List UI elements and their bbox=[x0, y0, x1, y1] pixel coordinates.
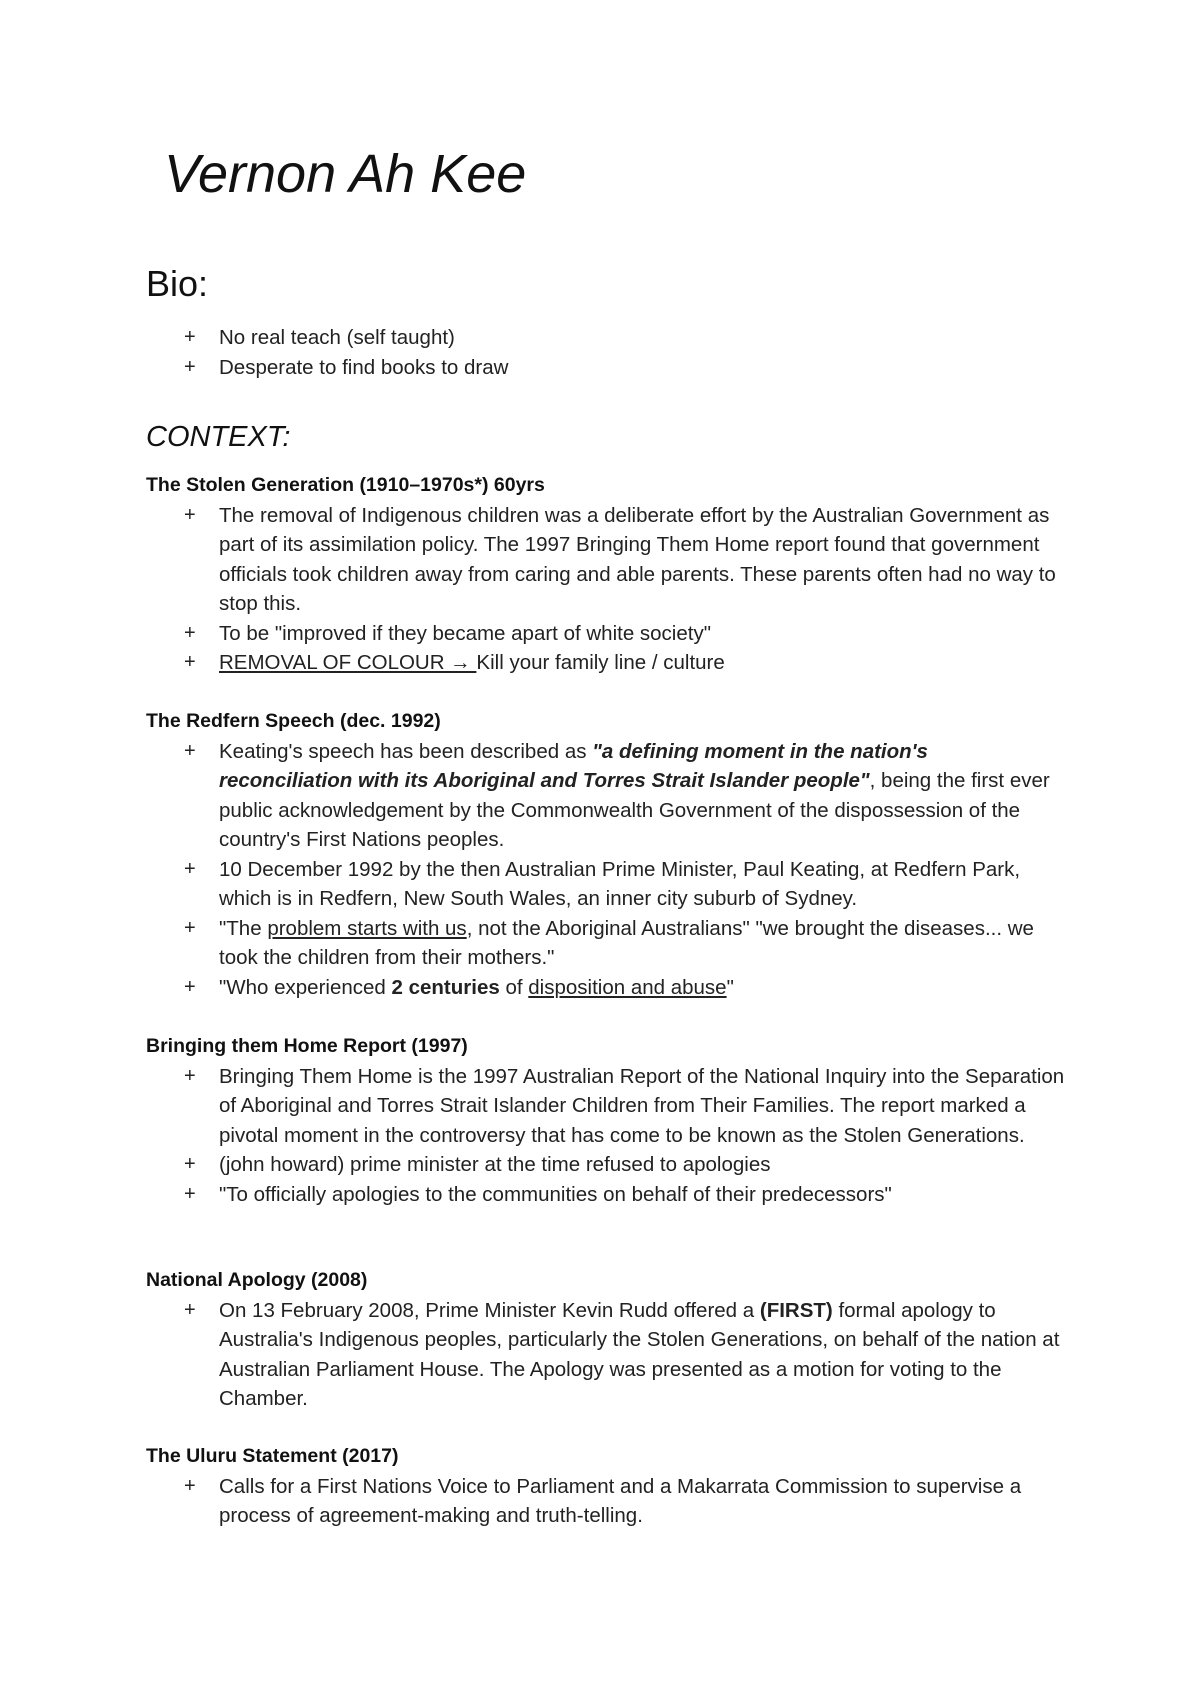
bullet-list bbox=[146, 501, 1066, 678]
bullet-list bbox=[146, 737, 1066, 1003]
page-title: Vernon Ah Kee bbox=[164, 144, 527, 204]
list-item: + The removal of Indigenous children was a deliberate effort by the Australian Government as part of its assimilation policy. The 1997 Bringing Them Home report found that government officials took children away from caring and able parents. These parents often had no way to stop this. bbox=[146, 501, 1066, 619]
list-item: + Keating's speech has been described as "a defining moment in the nation's reconciliation with its Aboriginal and Torres Strait Islander people", being the first ever public acknowledgement by the Commonwealth Government of the dispossession of the country's First Nations peoples. bbox=[146, 737, 1066, 855]
section-uluru-statement bbox=[146, 1442, 1066, 1531]
plus-bullet: + bbox=[184, 1153, 196, 1175]
plus-bullet: + bbox=[184, 621, 196, 644]
bio-heading: Bio: bbox=[146, 263, 209, 304]
section-heading: The Uluru Statement (2017) bbox=[146, 1445, 399, 1467]
bullet-list bbox=[146, 1296, 1066, 1414]
underlined-text: disposition and abuse bbox=[528, 975, 727, 999]
plus-bullet: + bbox=[184, 1064, 196, 1087]
plus-bullet: + bbox=[184, 1298, 196, 1321]
list-item: + "Who experienced 2 centuries of disposition and abuse" bbox=[146, 973, 1066, 1003]
plus-bullet: + bbox=[184, 975, 196, 998]
list-item: + Bringing Them Home is the 1997 Australian Report of the National Inquiry into the Separation of Aboriginal and Torres Strait Islander Children from Their Families. The report marked a pivotal moment in the controversy that has come to be known as the Stolen Generations. bbox=[146, 1062, 1066, 1151]
list-item: + Desperate to find books to draw bbox=[146, 353, 1066, 383]
list-item: + REMOVAL OF COLOUR → Kill your family line / culture bbox=[146, 648, 1066, 678]
plus-bullet: + bbox=[184, 916, 196, 939]
underlined-text: problem starts with us bbox=[267, 916, 467, 940]
list-item: + "The problem starts with us, not the Aboriginal Australians" "we brought the diseases... we took the children from their mothers." bbox=[146, 914, 1066, 973]
plus-bullet: + bbox=[184, 1182, 196, 1205]
list-item: + Calls for a First Nations Voice to Parliament and a Makarrata Commission to supervise a process of agreement-making and truth-telling. bbox=[146, 1472, 1066, 1531]
section-heading: National Apology (2008) bbox=[146, 1269, 368, 1291]
plus-bullet: + bbox=[184, 651, 196, 673]
context-heading: CONTEXT: bbox=[146, 421, 291, 453]
plus-bullet: + bbox=[184, 355, 196, 378]
bio-list bbox=[146, 323, 1066, 382]
list-item: + To be "improved if they became apart of white society" bbox=[146, 619, 1066, 649]
section-national-apology bbox=[146, 1266, 1066, 1414]
section-heading: The Redfern Speech (dec. 1992) bbox=[146, 710, 441, 732]
bullet-list bbox=[146, 1472, 1066, 1531]
section-bringing-them-home bbox=[146, 1032, 1066, 1209]
bullet-list bbox=[146, 1062, 1066, 1210]
list-item: + 10 December 1992 by the then Australian Prime Minister, Paul Keating, at Redfern Park, which is in Redfern, New South Wales, an inner city suburb of Sydney. bbox=[146, 855, 1066, 914]
bold-text: (FIRST) bbox=[759, 1298, 833, 1322]
section-stolen-generation bbox=[146, 471, 1066, 678]
underlined-text: REMOVAL OF COLOUR → bbox=[219, 651, 477, 674]
list-item: + No real teach (self taught) bbox=[146, 323, 1066, 353]
section-heading: The Stolen Generation (1910–1970s*) 60yrs bbox=[146, 474, 545, 496]
bold-italic-quote: "a defining moment in the nation's reconciliation with its Aboriginal and Torres Strait Islander people" bbox=[219, 739, 928, 792]
section-heading: Bringing them Home Report (1997) bbox=[146, 1035, 468, 1057]
plus-bullet: + bbox=[184, 739, 196, 762]
list-item: + "To officially apologies to the communities on behalf of their predecessors" bbox=[146, 1180, 1066, 1210]
plus-bullet: + bbox=[184, 1474, 196, 1497]
plus-bullet: + bbox=[184, 503, 196, 526]
list-item: + On 13 February 2008, Prime Minister Kevin Rudd offered a (FIRST) formal apology to Australia's Indigenous peoples, particularly the Stolen Generations, on behalf of the nation at Australian Parliament House. The Apology was presented as a motion for voting to the Chamber. bbox=[146, 1296, 1066, 1414]
plus-bullet: + bbox=[184, 326, 196, 348]
bold-text: 2 centuries bbox=[391, 975, 500, 999]
plus-bullet: + bbox=[184, 857, 196, 880]
section-redfern-speech bbox=[146, 707, 1066, 1002]
list-item: + (john howard) prime minister at the time refused to apologies bbox=[146, 1150, 1066, 1180]
